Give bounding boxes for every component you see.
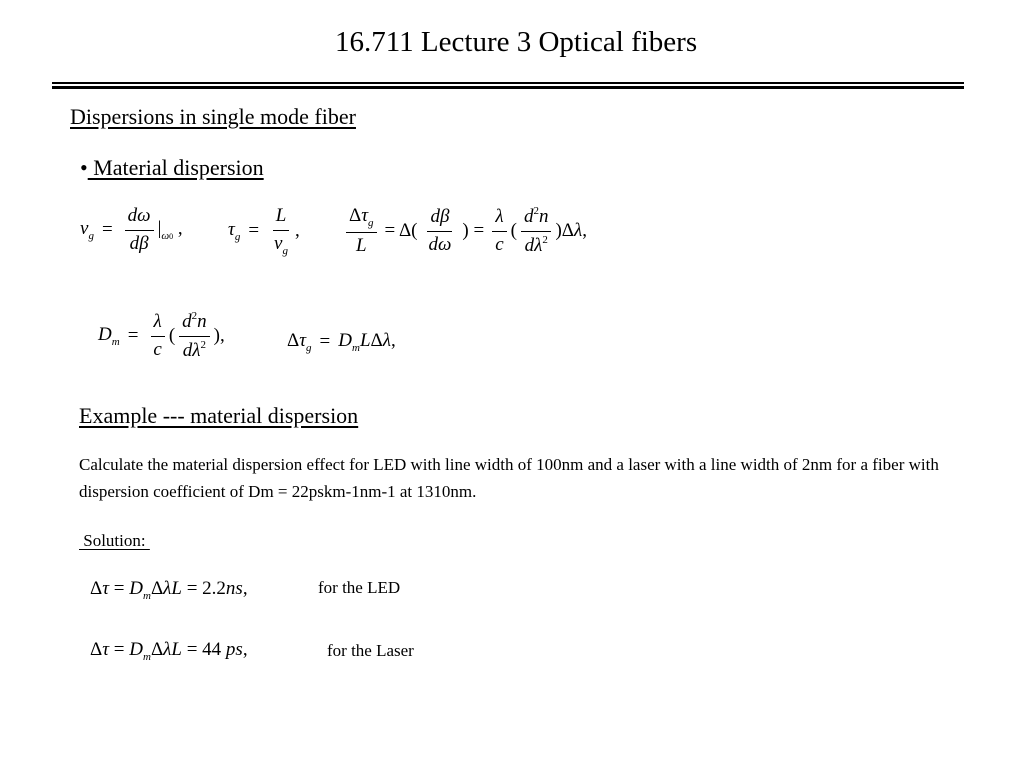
title-rule-bottom [52, 86, 964, 89]
section-heading: Dispersions in single mode fiber [70, 104, 356, 129]
equation-result-laser: $\Delta\tau = D_m\Delta\lambda L = 44$ ps, [90, 639, 248, 663]
equation-result-led: $\Delta\tau = D_m\Delta\lambda L = 2.2ns$, [90, 578, 248, 602]
result-laser-unit: ps [225, 639, 243, 660]
result-led-unit: ns [225, 578, 243, 599]
equation-delay-dm: $\Delta\tau_g$ = $D_mL\Delta\lambda$, [287, 330, 396, 354]
result-laser-value: 44 [202, 639, 222, 660]
example-problem-text: Calculate the material dispersion effect for LED with line width of 100nm and a laser with a line width of 2nm for a fiber with dispersion coefficient of Dm = 22pskm-1nm-1 at 1310nm. [79, 455, 939, 501]
example-heading: Example --- material dispersion [79, 403, 359, 428]
bullet-item-material-dispersion [80, 155, 264, 181]
equation-delay-spread: $\frac{\Delta\tau_g}{L}$ = Δ( $\frac{d\beta}{d\omega}$ ) = $\frac{\lambda}{c}$ ( $\frac{d^2n}{d\lambda^2}$ )Δλ, [342, 205, 587, 257]
result-led-note: for the LED [318, 578, 401, 597]
result-laser-note: for the Laser [327, 641, 414, 660]
result-led-value: 2.2 [202, 578, 226, 599]
equation-group-delay: $\tau_g$ = $\frac{L}{v_g}$ , [228, 205, 300, 257]
bullet-glyph: • [80, 155, 88, 180]
title-rule-top [52, 82, 964, 84]
bullet-label: Material dispersion [87, 155, 264, 180]
slide-title: 16.711 Lecture 3 Optical fibers [335, 26, 698, 58]
equation-group-velocity: $v_g$ = $\frac{d\omega}{d\beta}$ $|_{\omega 0}$ , [80, 205, 183, 254]
solution-label: Solution: [79, 531, 150, 550]
equation-dispersion-coefficient: $D_m$ = $\frac{\lambda}{c}$ ( $\frac{d^2n}{d\lambda^2}$ ), [98, 310, 225, 361]
